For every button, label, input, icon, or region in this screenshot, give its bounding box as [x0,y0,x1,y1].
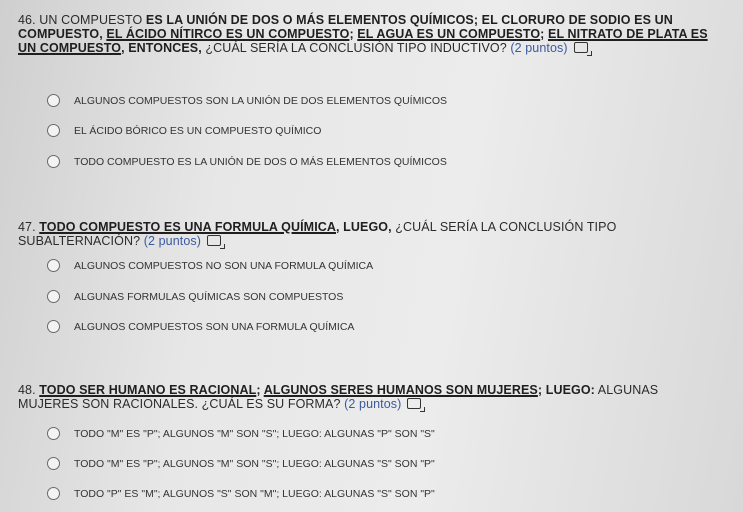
radio-button[interactable] [47,155,60,168]
question-premise-underlined: EL AGUA ES UN COMPUESTO [357,27,541,41]
points-label: (2 puntos) [344,397,402,411]
points-label: (2 puntos) [143,234,201,248]
immersive-reader-icon[interactable] [407,398,421,409]
option-label: ALGUNAS FORMULAS QUÍMICAS SON COMPUESTOS [74,290,344,303]
question-number: 48. [18,383,36,397]
option-48-c[interactable] [47,487,435,500]
points-label: (2 puntos) [510,41,568,55]
option-label: EL ÁCIDO BÓRICO ES UN COMPUESTO QUÍMICO [74,124,322,137]
question-premise-underlined: ALGUNOS SERES HUMANOS SON MUJERES [263,383,538,397]
question-prompt: ALGUNAS MUJERES SON RACIONALES. ¿CUÁL ES SU FORMA? [18,383,659,411]
question-premise-underlined: TODO COMPUESTO ES UNA FORMULA QUÍMICA [39,220,337,234]
option-46-b[interactable] [47,124,321,137]
question-47: 47. TODO COMPUESTO ES UNA FORMULA QUÍMICA, LUEGO, ¿CUÁL SERÍA LA CONCLUSIÓN TIPO SUBALTERNACIÓN? (2 puntos) [18,220,617,248]
radio-button[interactable] [47,94,60,107]
question-prompt: ¿CUÁL SERÍA LA CONCLUSIÓN TIPO INDUCTIVO? [201,41,507,55]
option-label: ALGUNOS COMPUESTOS NO SON UNA FORMULA QUÍMICA [74,259,374,272]
radio-button[interactable] [47,457,60,470]
question-prompt: ¿CUÁL SERÍA LA CONCLUSIÓN TIPO SUBALTERNACIÓN? [18,220,617,248]
option-label: TODO "P" ES "M"; ALGUNOS "S" SON "M"; LUEGO: ALGUNAS "S" SON "P" [74,487,435,500]
option-47-a[interactable] [47,259,373,272]
question-48: 48. TODO SER HUMANO ES RACIONAL; ALGUNOS SERES HUMANOS SON MUJERES; LUEGO: ALGUNAS MUJERES SON RACIONALES. ¿CUÁL ES SU FORMA? (2 puntos) [18,383,659,411]
question-premise: ES LA UNIÓN DE DOS O MÁS ELEMENTOS QUÍMICOS; EL CLORURO DE SODIO ES UN COMPUESTO, [18,13,673,41]
option-label: ALGUNOS COMPUESTOS SON LA UNIÓN DE DOS ELEMENTOS QUÍMICOS [74,94,448,107]
question-text: UN COMPUESTO [39,13,146,27]
question-number: 47. [18,220,36,234]
option-label: ALGUNOS COMPUESTOS SON UNA FORMULA QUÍMICA [74,320,355,333]
radio-button[interactable] [47,290,60,303]
option-48-a[interactable] [47,427,435,440]
option-label: TODO COMPUESTO ES LA UNIÓN DE DOS O MÁS ELEMENTOS QUÍMICOS [74,155,447,168]
radio-button[interactable] [47,320,60,333]
immersive-reader-icon[interactable] [207,235,221,246]
question-premise-underlined: TODO SER HUMANO ES RACIONAL [39,383,257,397]
immersive-reader-icon[interactable] [574,42,588,53]
option-47-b[interactable] [47,290,343,303]
option-label: TODO "M" ES "P"; ALGUNOS "M" SON "S"; LUEGO: ALGUNAS "P" SON "S" [74,427,435,440]
radio-button[interactable] [47,427,60,440]
radio-button[interactable] [47,124,60,137]
radio-button[interactable] [47,259,60,272]
option-label: TODO "M" ES "P"; ALGUNOS "M" SON "S"; LUEGO: ALGUNAS "S" SON "P" [74,457,435,470]
option-47-c[interactable] [47,320,354,333]
option-46-c[interactable] [47,155,447,168]
question-premise-underlined: EL NITRATO DE PLATA ES UN COMPUESTO [18,27,708,55]
question-premise-underlined: EL ÁCIDO NÍTIRCO ES UN COMPUESTO [106,27,350,41]
option-46-a[interactable] [47,94,447,107]
option-48-b[interactable] [47,457,435,470]
radio-button[interactable] [47,487,60,500]
question-number: 46. [18,13,36,27]
question-46: 46. UN COMPUESTO ES LA UNIÓN DE DOS O MÁS ELEMENTOS QUÍMICOS; EL CLORURO DE SODIO ES UN COMPUESTO, EL ÁCIDO NÍTIRCO ES UN COMPUESTO; EL AGUA ES UN COMPUESTO; EL NITRATO DE PLATA ES UN COMPUESTO, ENTONCES, ¿CUÁL SERÍA LA CONCLUSIÓN TIPO INDUCTIVO? (2 puntos) [18,13,708,55]
